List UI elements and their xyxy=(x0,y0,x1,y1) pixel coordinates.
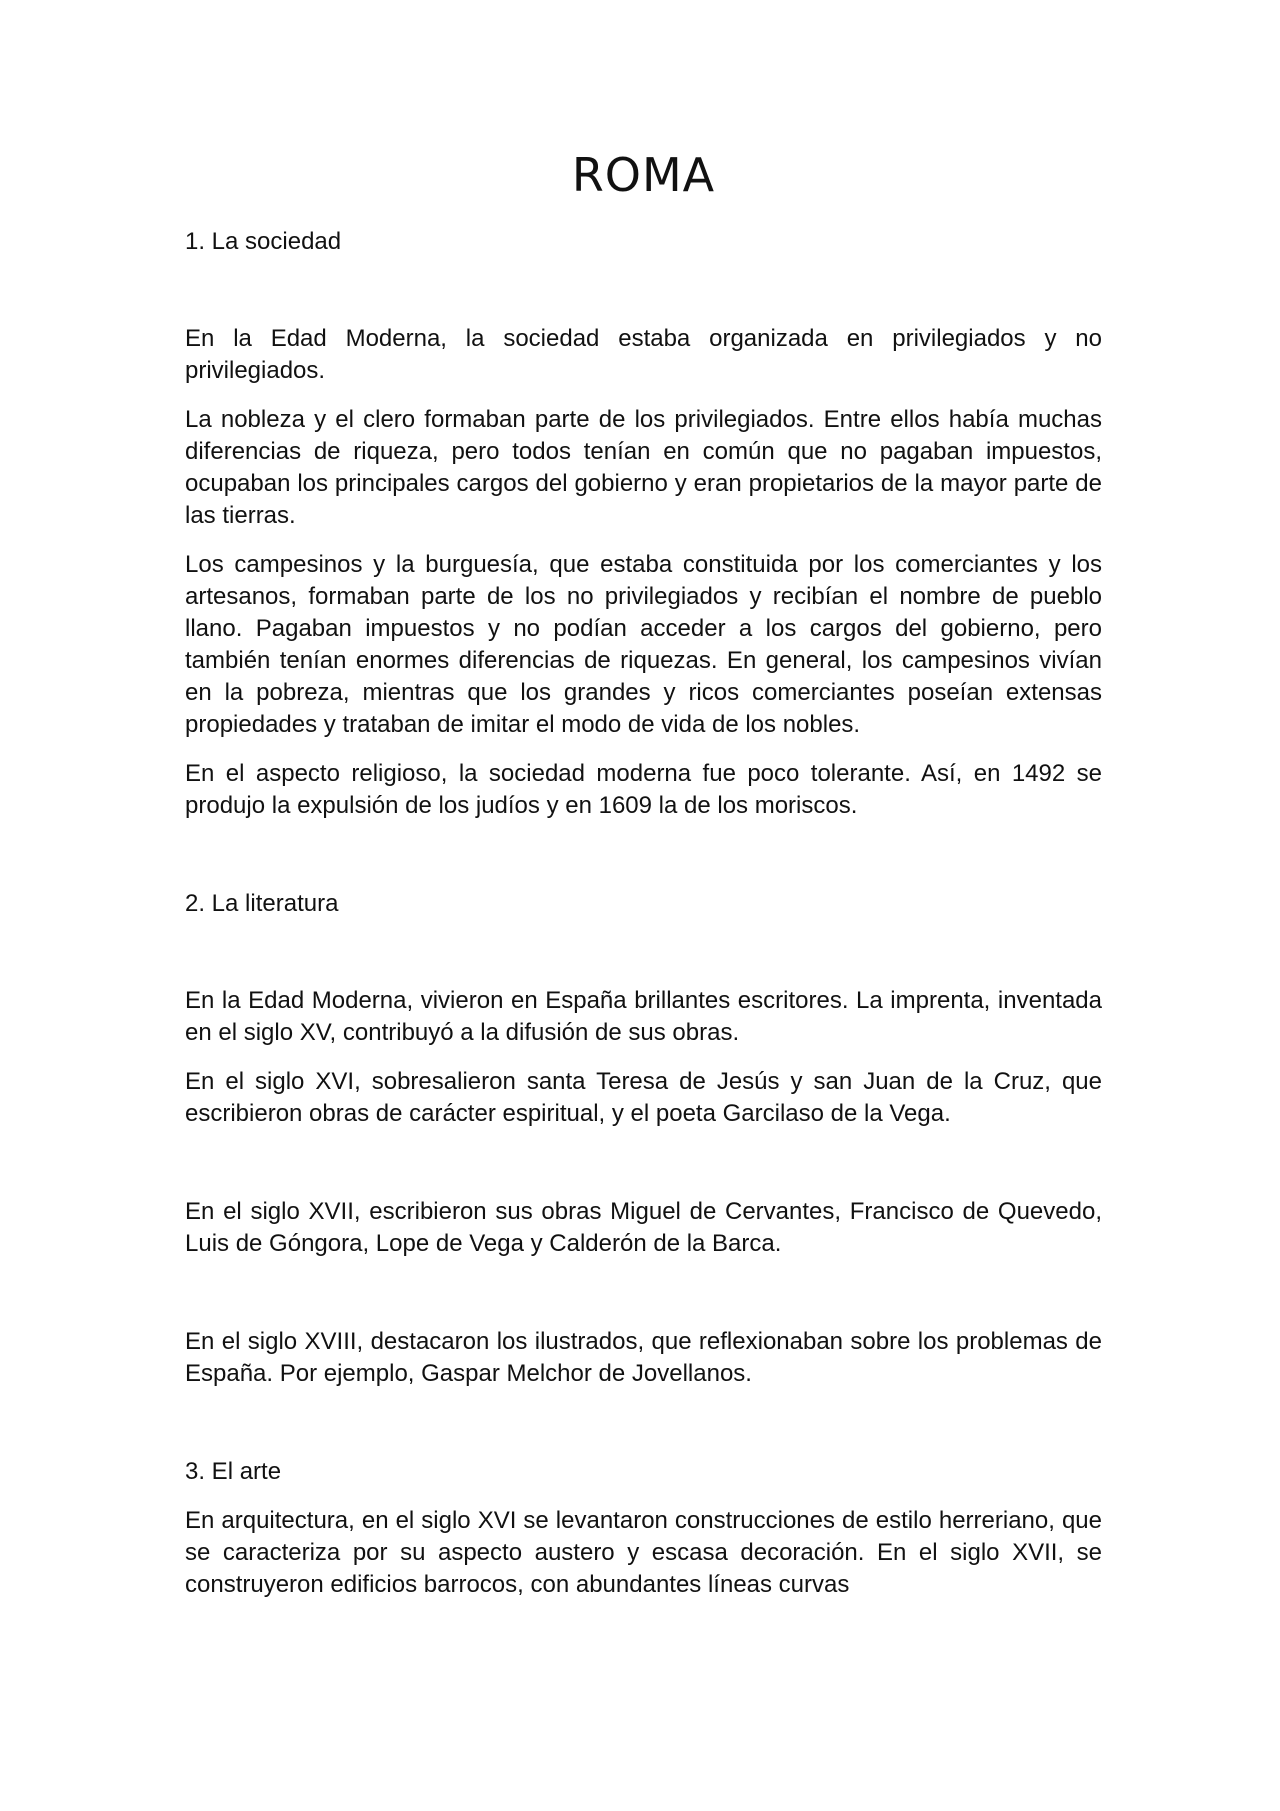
paragraph: En el siglo XVIII, destacaron los ilustrados, que reflexionaban sobre los problemas de España. Por ejemplo, Gaspar Melchor de Jovellanos. xyxy=(185,1327,1102,1387)
paragraph: En la Edad Moderna, la sociedad estaba organizada en privilegiados y no privilegiados. xyxy=(185,324,1102,384)
paragraph: En el aspecto religioso, la sociedad moderna fue poco tolerante. Así, en 1492 se produjo la expulsión de los judíos y en 1609 la de los moriscos. xyxy=(185,759,1102,819)
section-heading-literatura: 2. La literatura xyxy=(185,889,339,917)
paragraph: En la Edad Moderna, vivieron en España brillantes escritores. La imprenta, inventada en el siglo XV, contribuyó a la difusión de sus obras. xyxy=(185,986,1102,1046)
paragraph: En el siglo XVII, escribieron sus obras Miguel de Cervantes, Francisco de Quevedo, Luis de Góngora, Lope de Vega y Calderón de la Barca. xyxy=(185,1197,1102,1257)
paragraph: En arquitectura, en el siglo XVI se levantaron construcciones de estilo herreriano, que se caracteriza por su aspecto austero y escasa decoración. En el siglo XVII, se construyeron edificios barrocos, con abundantes líneas curvas xyxy=(185,1506,1102,1598)
document-title: ROMA xyxy=(571,148,716,202)
section-heading-arte: 3. El arte xyxy=(185,1457,282,1485)
paragraph: Los campesinos y la burguesía, que estaba constituida por los comerciantes y los artesanos, formaban parte de los no privilegiados y recibían el nombre de pueblo llano. Pagaban impuestos y no podían acceder a los cargos del gobierno, pero también tenían enormes diferencias de riquezas. En general, los campesinos vivían en la pobreza, mientras que los grandes y ricos comerciantes poseían extensas propiedades y trataban de imitar el modo de vida de los nobles. xyxy=(185,550,1102,738)
paragraph: La nobleza y el clero formaban parte de los privilegiados. Entre ellos había muchas diferencias de riqueza, pero todos tenían en común que no pagaban impuestos, ocupaban los principales cargos del gobierno y eran propietarios de la mayor parte de las tierras. xyxy=(185,405,1102,529)
section-heading-sociedad: 1. La sociedad xyxy=(185,227,342,255)
paragraph: En el siglo XVI, sobresalieron santa Teresa de Jesús y san Juan de la Cruz, que escribieron obras de carácter espiritual, y el poeta Garcilaso de la Vega. xyxy=(185,1067,1102,1127)
document-page xyxy=(185,150,1102,1618)
